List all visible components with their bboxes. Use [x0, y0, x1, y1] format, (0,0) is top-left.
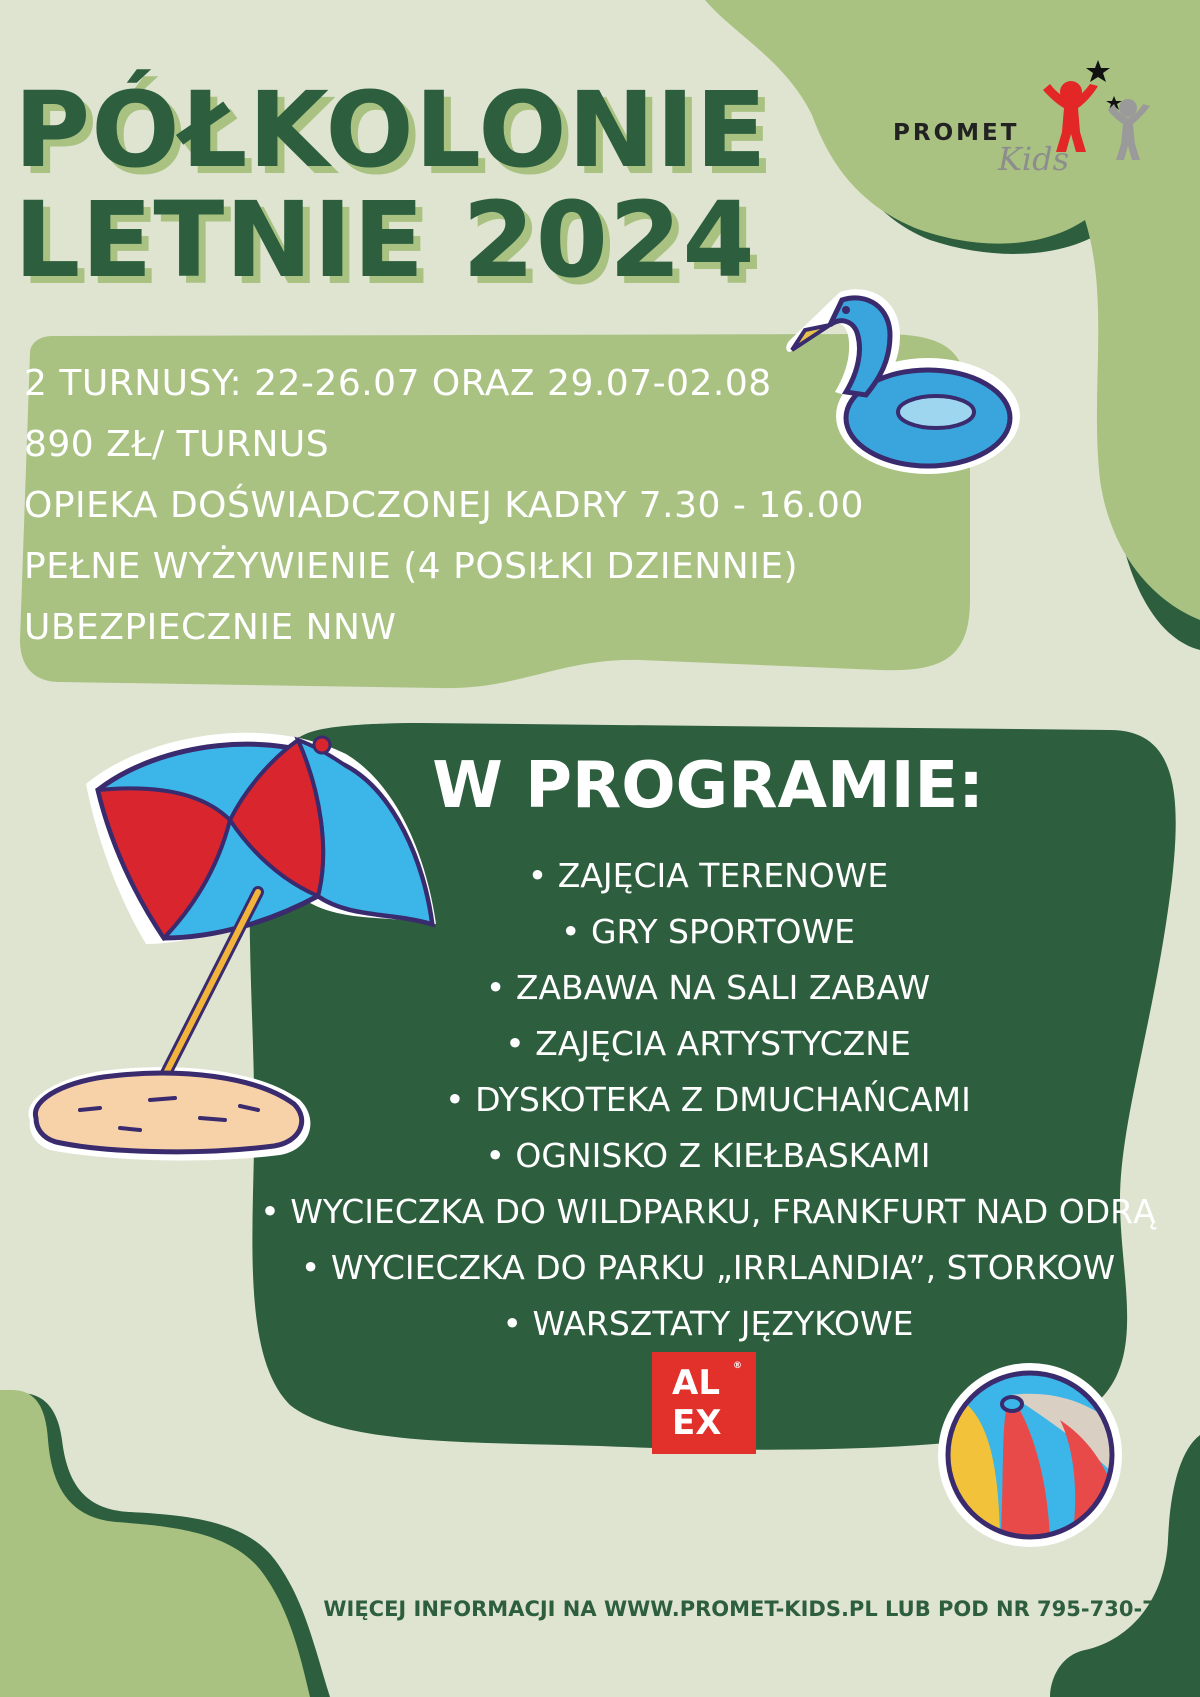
program-heading: W PROGRAMIE: — [432, 749, 984, 823]
info-dates: 2 TURNUSY: 22-26.07 ORAZ 29.07-02.08 — [24, 363, 772, 404]
title-line-1: PÓŁKOLONIE — [14, 69, 768, 191]
footer-contact: WIĘCEJ INFORMACJI NA WWW.PROMET-KIDS.PL LUB POD NR 795-730-740 — [323, 1597, 1186, 1621]
program-item: • WYCIECZKA DO PARKU „IRRLANDIA”, STORKOW — [300, 1248, 1116, 1287]
program-item: • ZABAWA NA SALI ZABAW — [485, 968, 931, 1007]
program-item: • OGNISKO Z KIEŁBASKAMI — [485, 1136, 931, 1175]
program-item: • DYSKOTEKA Z DMUCHAŃCAMI — [445, 1080, 971, 1119]
info-care: OPIEKA DOŚWIADCZONEJ KADRY 7.30 - 16.00 — [24, 485, 864, 526]
info-price: 890 ZŁ/ TURNUS — [24, 424, 330, 465]
program-item: • WYCIECZKA DO WILDPARKU, FRANKFURT NAD ODRĄ — [260, 1192, 1156, 1231]
program-item: • WARSZTATY JĘZYKOWE — [502, 1304, 914, 1343]
program-item: • ZAJĘCIA ARTYSTYCZNE — [505, 1024, 911, 1063]
logo-sub: Kids — [998, 140, 1070, 178]
alex-line-2: EX — [672, 1403, 722, 1443]
alex-registered-mark: ® — [733, 1361, 742, 1371]
alex-line-1: AL — [672, 1363, 720, 1403]
program-item: • ZAJĘCIA TERENOWE — [527, 856, 889, 895]
info-insurance: UBEZPIECZNIE NNW — [24, 607, 397, 648]
info-meals: PEŁNE WYŻYWIENIE (4 POSIŁKI DZIENNIE) — [24, 546, 799, 587]
logo-brand: PROMET — [893, 120, 1020, 146]
program-item: • GRY SPORTOWE — [561, 912, 855, 951]
title-line-2: LETNIE 2024 — [14, 179, 756, 301]
